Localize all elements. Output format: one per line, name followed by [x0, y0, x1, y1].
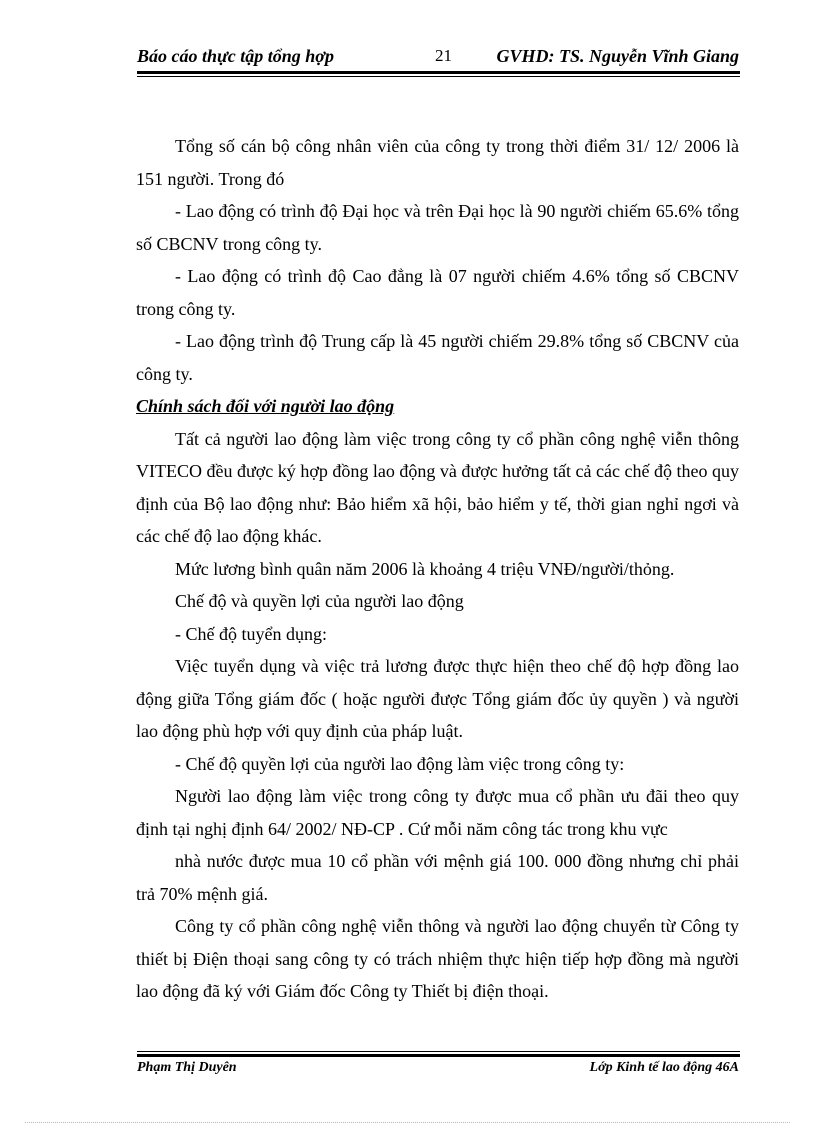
paragraph-recruitment: Việc tuyển dụng và việc trả lương được thực hiện theo chế độ hợp đồng lao động giữa Tổng giám đốc ( hoặc người được Tổng giám đốc ủy quyền ) và người lao động phù hợp với quy định của pháp luật.: [136, 656, 739, 741]
header-rule-thin: [137, 76, 740, 77]
paragraph-university-staff: - Lao động có trình độ Đại học và trên Đại học là 90 người chiếm 65.6% tổng số CBCNV trong công ty.: [136, 201, 739, 254]
section-heading-text: Chính sách đối với người lao động: [136, 396, 395, 416]
paragraph-transfer: Công ty cổ phần công nghệ viễn thông và người lao động chuyển từ Công ty thiết bị Điện thoại sang công ty có trách nhiệm thực hiện tiếp hợp đồng mà người lao động đã ký với Giám đốc Công ty Thiết bị điện thoại.: [136, 916, 739, 1001]
paragraph-staff-total: Tổng số cán bộ công nhân viên của công ty trong thời điểm 31/ 12/ 2006 là 151 người. Trong đó: [136, 136, 739, 189]
author-name: Phạm Thị Duyên: [137, 1060, 237, 1075]
page-number: 21: [435, 46, 452, 65]
class-name: Lớp Kinh tế lao động 46A: [589, 1060, 739, 1075]
paragraph-benefits-title: Chế độ và quyền lợi của người lao động: [175, 591, 464, 611]
paragraph-shares: Người lao động làm việc trong công ty được mua cổ phần ưu đãi theo quy định tại nghị định 64/ 2002/ NĐ-CP . Cứ mỗi năm công tác trong khu vực: [136, 786, 739, 839]
header-rule-thick: [137, 71, 740, 74]
paragraph-shares-continued: nhà nước được mua 10 cổ phần với mệnh giá 100. 000 đồng nhưng chỉ phải trả 70% mệnh giá.: [136, 851, 739, 904]
paragraph-rights-title: - Chế độ quyền lợi của người lao động làm việc trong công ty:: [175, 753, 625, 774]
page-footer: [137, 1060, 739, 1084]
report-title: Báo cáo thực tập tổng hợp: [137, 46, 334, 66]
supervisor-name: GVHD: TS. Nguyễn Vĩnh Giang: [496, 46, 739, 66]
footer-rule-thin: [137, 1051, 740, 1052]
paragraph-college-staff: - Lao động có trình độ Cao đẳng là 07 người chiếm 4.6% tổng số CBCNV trong công ty.: [136, 266, 739, 319]
paragraph-average-salary: Mức lương bình quân năm 2006 là khoảng 4 triệu VNĐ/người/thỏng.: [175, 558, 675, 579]
paragraph-vocational-staff: - Lao động trình độ Trung cấp là 45 người chiếm 29.8% tổng số CBCNV của công ty.: [136, 331, 739, 384]
page-body: [136, 130, 739, 1008]
page-header: [137, 44, 739, 72]
footer-rule-thick: [137, 1054, 740, 1057]
section-heading: [136, 390, 739, 423]
paragraph-recruitment-title: - Chế độ tuyển dụng:: [175, 623, 327, 644]
paragraph-contracts: Tất cả người lao động làm việc trong công ty cổ phần công nghệ viễn thông VITECO đều được ký hợp đồng lao động và được hưởng tất cả các chế độ theo quy định của Bộ lao động như: Bảo hiểm xã hội, bảo hiểm y tế, thời gian nghỉ ngơi và các chế độ lao động khác.: [136, 428, 739, 546]
